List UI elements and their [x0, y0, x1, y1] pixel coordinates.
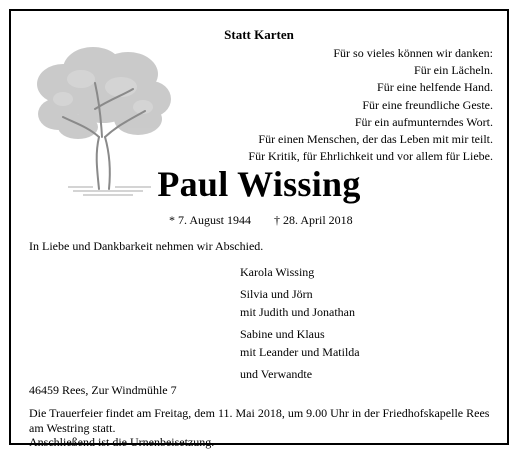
notice-frame: [9, 9, 509, 449]
service-line: Die Trauerfeier findet am Freitag, dem 11. Mai 2018, um 9.00 Uhr in der Friedhofskapelle Rees: [29, 406, 490, 420]
poem-block: [248, 45, 493, 165]
service-line: am Westring statt.: [29, 420, 116, 435]
poem-line: Für ein aufmunterndes Wort.: [354, 114, 493, 129]
poem-line: Für so vieles können wir danken:: [333, 46, 493, 60]
family-group: [240, 325, 360, 361]
poem-line: Für Kritik, für Ehrlichkeit und vor allem für Liebe.: [248, 149, 493, 164]
family-list: [240, 263, 360, 387]
family-line: und Verwandte: [240, 367, 313, 381]
family-line: Karola Wissing: [240, 265, 315, 279]
poem-line: Für eine freundliche Geste.: [362, 97, 493, 112]
poem-line: Für einen Menschen, der das Leben mit mir teilt.: [258, 132, 493, 147]
poem-line: Für eine helfende Hand.: [377, 80, 493, 95]
family-line: Silvia und Jörn: [240, 287, 313, 301]
life-dates: [169, 213, 353, 228]
service-line: Anschließend ist die Urnenbeisetzung.: [29, 435, 215, 449]
poem-line: Für ein Lächeln.: [414, 63, 493, 78]
family-line: mit Leander und Matilda: [240, 345, 360, 359]
farewell-text: In Liebe und Dankbarkeit nehmen wir Abschied.: [29, 239, 264, 253]
family-line: Sabine und Klaus: [240, 327, 325, 341]
deceased-name: Paul Wissing: [157, 164, 361, 204]
family-group: [240, 263, 360, 281]
family-group: [240, 285, 360, 321]
family-line: mit Judith und Jonathan: [240, 305, 355, 319]
header-text: Statt Karten: [224, 27, 294, 42]
family-group: [240, 365, 360, 383]
birth-date: * 7. August 1944: [169, 213, 252, 227]
address-text: 46459 Rees, Zur Windmühle 7: [29, 383, 177, 397]
death-date: † 28. April 2018: [274, 213, 353, 227]
service-info: [29, 406, 505, 450]
